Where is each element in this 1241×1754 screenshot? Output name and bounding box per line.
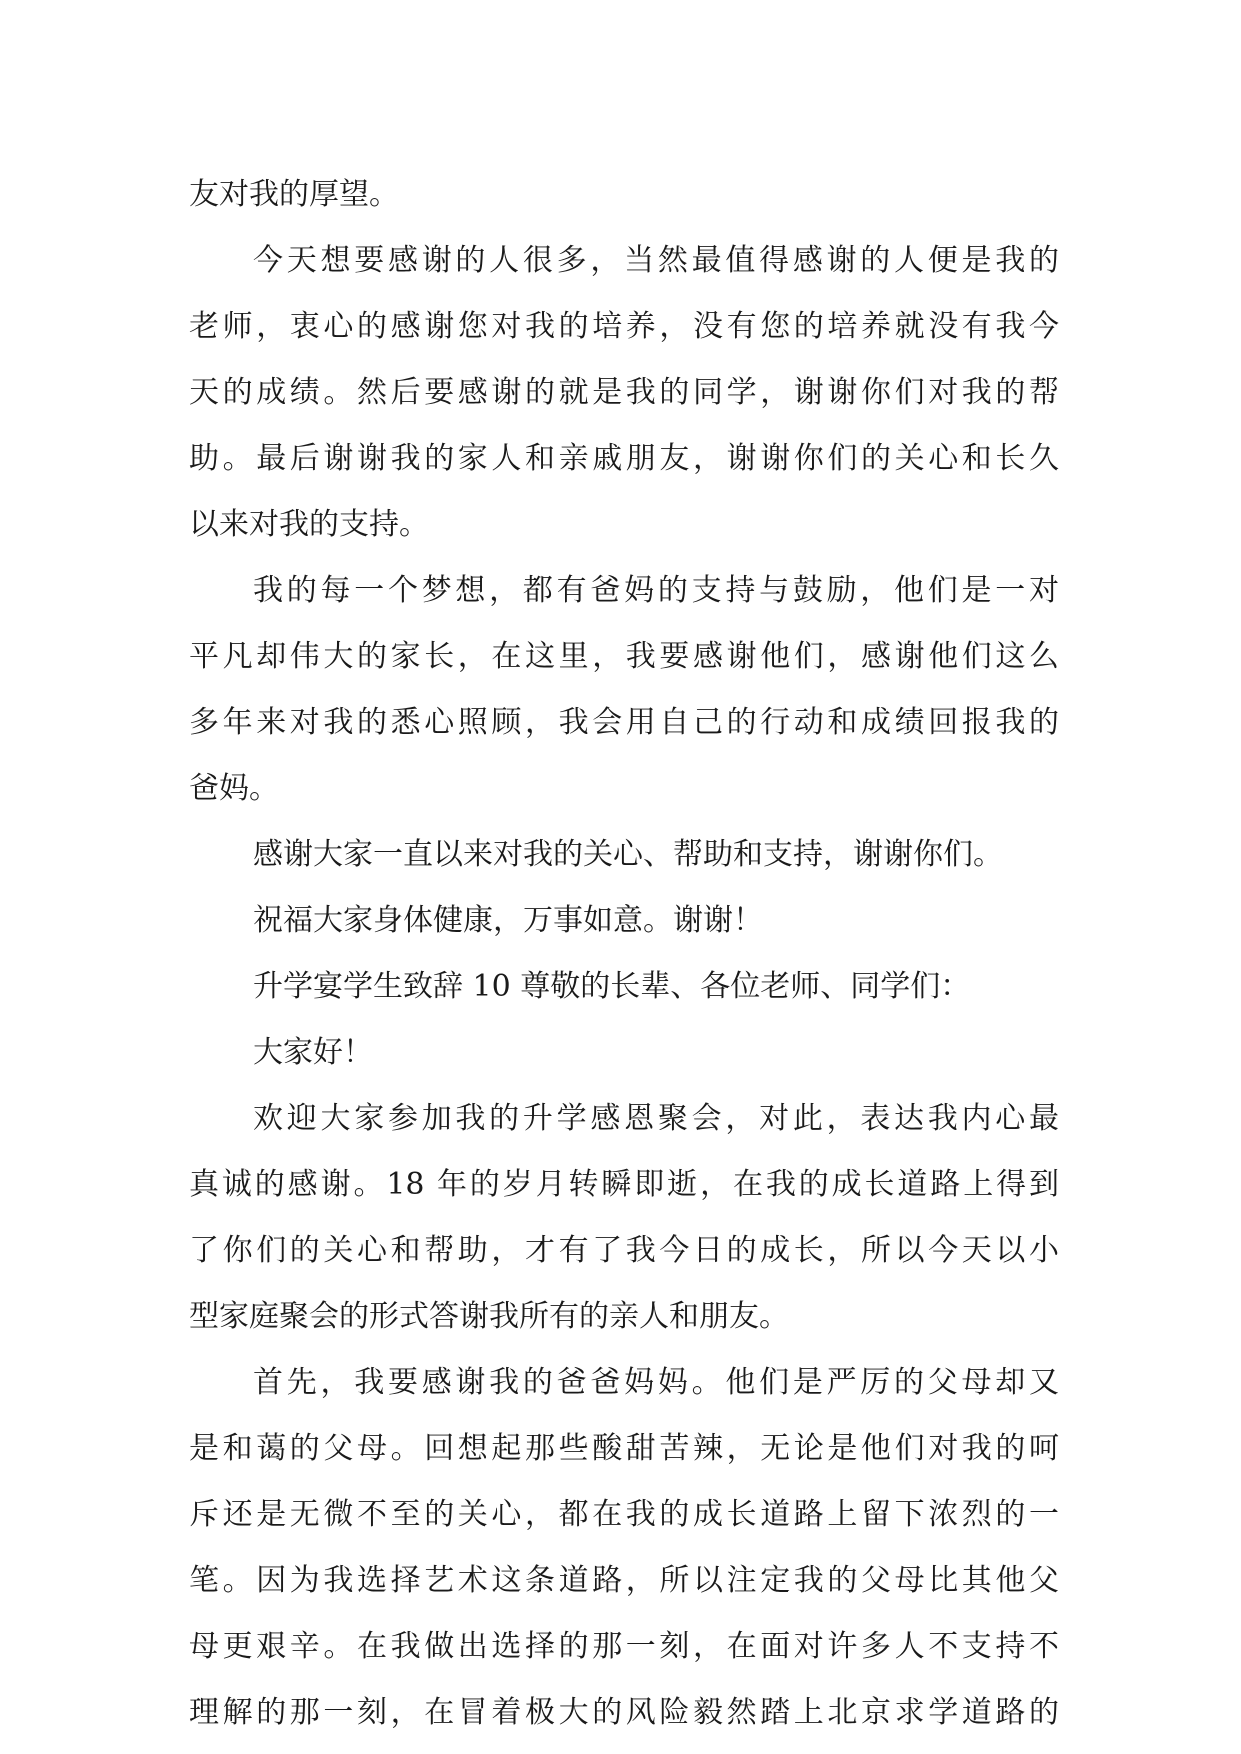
text-line: 笔。因为我选择艺术这条道路，所以注定我的父母比其他父 <box>189 1563 1059 1598</box>
text-line: 欢迎大家参加我的升学感恩聚会，对此，表达我内心最 <box>253 1101 1059 1136</box>
text-line: 母更艰辛。在我做出选择的那一刻，在面对许多人不支持不 <box>189 1629 1059 1664</box>
text-line: 我的每一个梦想，都有爸妈的支持与鼓励，他们是一对 <box>253 573 1059 608</box>
text-line: 感谢大家一直以来对我的关心、帮助和支持，谢谢你们。 <box>253 837 1003 872</box>
text-line: 理解的那一刻，在冒着极大的风险毅然踏上北京求学道路的 <box>189 1695 1059 1730</box>
text-line: 是和蔼的父母。回想起那些酸甜苦辣，无论是他们对我的呵 <box>189 1431 1059 1466</box>
text-line: 真诚的感谢。18 年的岁月转瞬即逝，在我的成长道路上得到 <box>189 1167 1059 1202</box>
text-line: 祝福大家身体健康，万事如意。谢谢！ <box>253 903 763 938</box>
body-text <box>189 162 1059 1746</box>
text-line: 斥还是无微不至的关心，都在我的成长道路上留下浓烈的一 <box>189 1497 1059 1532</box>
text-line: 首先，我要感谢我的爸爸妈妈。他们是严厉的父母却又 <box>253 1365 1059 1400</box>
text-line: 平凡却伟大的家长，在这里，我要感谢他们，感谢他们这么 <box>189 639 1059 674</box>
text-line: 老师，衷心的感谢您对我的培养，没有您的培养就没有我今 <box>189 309 1059 344</box>
text-line: 助。最后谢谢我的家人和亲戚朋友，谢谢你们的关心和长久 <box>189 441 1059 476</box>
text-line: 今天想要感谢的人很多，当然最值得感谢的人便是我的 <box>253 243 1059 278</box>
text-line: 升学宴学生致辞 10 尊敬的长辈、各位老师、同学们： <box>253 969 971 1004</box>
text-line: 爸妈。 <box>189 771 279 806</box>
text-line: 天的成绩。然后要感谢的就是我的同学，谢谢你们对我的帮 <box>189 375 1059 410</box>
text-line: 以来对我的支持。 <box>189 507 429 542</box>
text-line: 友对我的厚望。 <box>189 177 399 212</box>
text-line: 型家庭聚会的形式答谢我所有的亲人和朋友。 <box>189 1299 789 1334</box>
text-line: 了你们的关心和帮助，才有了我今日的成长，所以今天以小 <box>189 1233 1059 1268</box>
text-line: 大家好！ <box>253 1035 373 1070</box>
text-line: 多年来对我的悉心照顾，我会用自己的行动和成绩回报我的 <box>189 705 1059 740</box>
